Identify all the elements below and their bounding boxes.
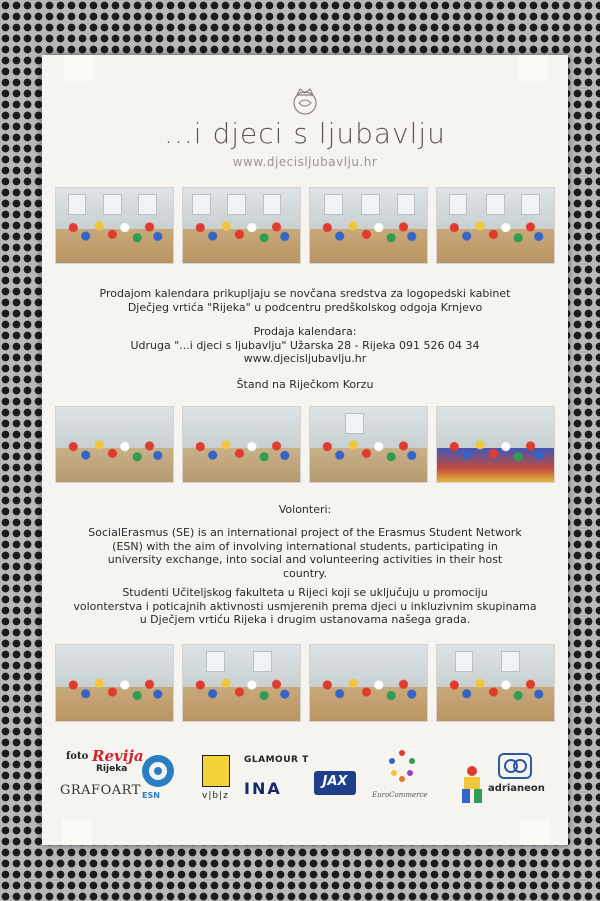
text-line: university exchange, into social and volunteering activities in their host [107,553,503,566]
tape [62,819,92,845]
volunteers-heading: Volonteri: [278,503,332,516]
photo-row [55,187,555,264]
foto-revija-logo: foto [66,751,89,762]
adrianeon-logo: adrianeon [488,783,545,794]
text-line: Dječjeg vrtića "Rijeka" u podcentru predškolskog odgoja Krnjevo [127,300,483,314]
photo-children-gym [182,187,301,264]
tape [520,819,550,845]
text-line: volonterstva i poticajnih aktivnosti usmjerenih prema djeci u inkluzivnim skupinama [73,599,537,613]
crest-icon [287,83,323,119]
website-url: www.djecisljubavlju.hr [232,155,378,169]
text-line: Prodajom kalendara prikupljaju se novčana sredstva za logopedski kabinet [99,287,511,300]
intro-text [42,287,568,314]
esn-logo: ESN [142,791,160,800]
text-line: country. [283,566,327,580]
text-line: www.djecisljubavlju.hr [243,352,367,365]
students-text [42,586,568,627]
kids-figure-icon [456,765,488,805]
photo-row [55,406,555,483]
text-line: SocialErasmus (SE) is an international project of the Erasmus Student Network [88,526,522,539]
sponsor-logos [52,747,558,811]
text-line: Udruga "...i djeci s ljubavlju" Užarska 28 - Rijeka 091 526 04 34 [130,338,480,352]
photo-children-balls [309,644,428,722]
poster-title: ...i djeci s ljubavlju [164,117,446,150]
grafoart-logo: GRAFOART [60,783,141,798]
text-line: Prodaja kalendara: [253,325,357,338]
ina-logo: INA [244,779,282,798]
tape [64,55,94,81]
photo-children-balls [55,644,174,722]
stand-text: Štand na Riječkom Korzu [236,378,374,391]
photo-children-balls [182,644,301,722]
photo-children-volunteers [55,406,174,483]
vbz-logo-icon [202,755,230,787]
socialerasmus-text [42,526,568,580]
sales-info [42,325,568,366]
poster [42,55,568,845]
photo-children-gym [55,187,174,264]
photo-children-volunteers [309,406,428,483]
vbz-logo: v|b|z [202,791,229,801]
foto-revija-logo: Revija [92,747,144,765]
eurocommerce-logo: EuroCommerce [372,791,428,799]
eurocommerce-icon [384,747,420,785]
photo-children-volunteers [182,406,301,483]
glamour-logo: GLAMOUR T [244,755,309,765]
adrianeon-icon [498,753,532,779]
photo-row [55,644,555,722]
photo-children-balls [436,644,555,722]
text-line: u Dječjem vrtiću Rijeka i drugim ustanovama našega grada. [139,613,471,626]
jax-logo: JAX [322,774,348,789]
text-line: Studenti Učiteljskog fakulteta u Rijeci koji se uključuju u promociju [122,586,488,599]
photo-children-volunteers [436,406,555,483]
photo-children-gym [436,187,555,264]
photo-children-gym [309,187,428,264]
tape [518,55,548,81]
text-line: (ESN) with the aim of involving international students, participating in [112,539,498,553]
foto-revija-logo: Rijeka [96,764,128,774]
